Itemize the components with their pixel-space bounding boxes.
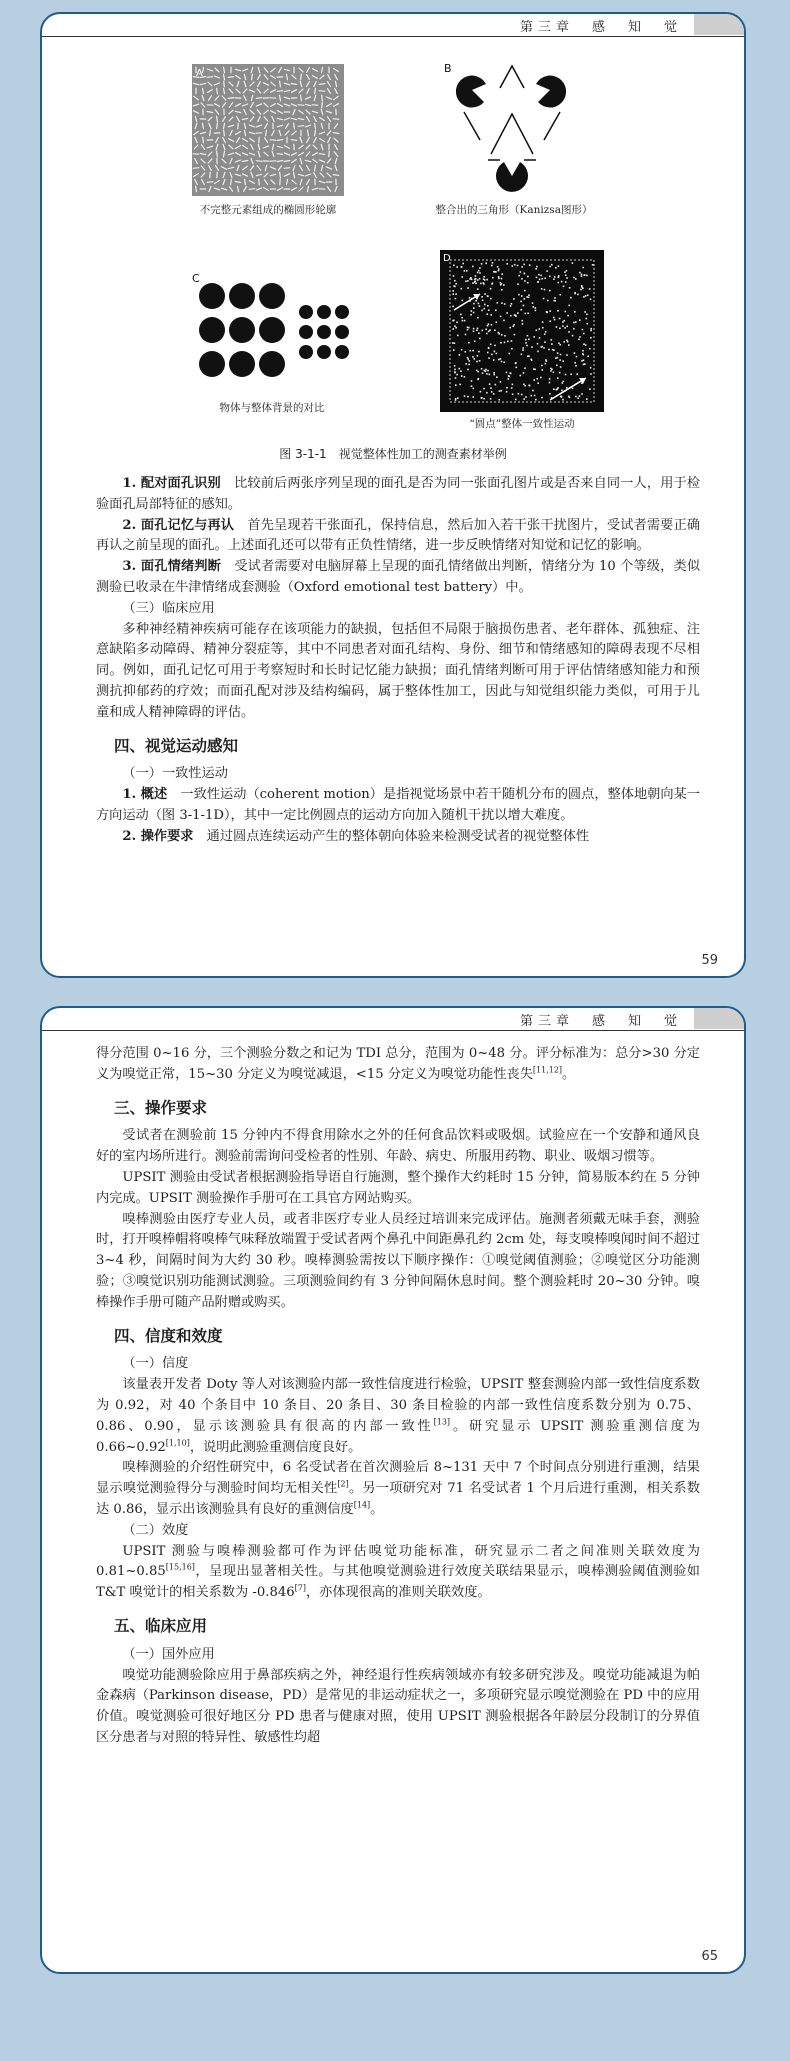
clinical-paragraph: 多种神经精神疾病可能存在该项能力的缺损，包括但不局限于脑损伤患者、老年群体、孤独症、注意缺陷多动障碍、精神分裂症等，其中不同患者对面孔结构、身份、细节和情绪感知的障碍表现不尽相同。例如，面孔记忆可用于考察短时和长时记忆能力缺损；面孔情绪判断可用于评估情绪感知能力和预测抗抑郁药的疗效；而面孔配对涉及结构编码，属于整体性加工，因此与知觉组织能力类似，可用于儿童和成人精神障碍的评估。 (96, 621, 700, 720)
item-label: 1. 配对面孔识别 (122, 476, 221, 491)
panel-a-caption: 不完整元素组成的椭圆形轮廓 (199, 204, 337, 216)
item-text: 首先呈现若干张面孔，保持信息，然后加入若干张干扰图片，受试者需要正确再认之前呈现的面孔。上述面孔还可以带有正负性情绪，进一步反映情绪对知觉和记忆的影响。 (96, 517, 701, 554)
item-text: 比较前后两张序列呈现的面孔是否为同一张面孔图片或是否来自同一人，用于检验面孔局部特征的感知。 (96, 476, 701, 512)
scoring-text: 得分范围 0~16 分，三个测验分数之和记为 TDI 总分，范围为 0~48 分。评分标准为：总分>30 分定义为嗅觉正常，15~30 分定义为嗅觉减退，<15 分定义为嗅觉功能性丧失 (96, 1046, 700, 1082)
operation-paragraph-3: 嗅棒测验由医疗专业人员，或者非医疗专业人员经过培训来完成评估。施测者须戴无味手套，测验时，打开嗅棒帽将嗅棒气味释放端置于受试者两个鼻孔中间距鼻孔约 2cm 处，每支嗅棒嗅闻时间不超过 3~4 秒，间隔时间为大约 30 秒。嗅棒测验需按以下顺序操作：①嗅觉阈值测验；②嗅觉区分功能测验；③嗅觉识别功能测试测验。三项测验间约有 3 分钟间隔休息时间。整个测验耗时 20~30 分钟。嗅棒操作手册可随产品附赠或购买。 (96, 1211, 700, 1310)
validity-paragraph (96, 1542, 700, 1604)
page1-body (96, 474, 700, 848)
punct: 。 (562, 1066, 576, 1082)
item-label: 2. 面孔记忆与再认 (122, 517, 235, 533)
text: 嗅棒测验的介绍性研究中，6 名受试者在首次测验后 8~131 天中 7 个时间点分别进行重测，结果显示嗅觉测验得分与测验时间均无相关性 (96, 1460, 700, 1497)
citation: [11,12] (532, 1065, 563, 1075)
text: 。 (370, 1501, 384, 1517)
book-page-65 (40, 1006, 746, 1974)
citation: [7] (294, 1583, 306, 1593)
panel-d-caption: “圆点”整体一致性运动 (469, 418, 575, 430)
text: 该量表开发者 Doty 等人对该测验内部一致性信度进行检验，UPSIT 整套测验内部一致性信度系数为 0.92，对 40 个条目中 10 条目、20 条目、30 条目检验的内部一致性信度系数分别为 0.75、0.86、0.90，显示该测验具有很高的内部一致性 (96, 1377, 700, 1434)
scoring-paragraph (96, 1044, 700, 1086)
clinical-heading: （三）临床应用 (122, 600, 215, 616)
face-emotion-paragraph (96, 557, 700, 599)
header-tab (694, 1008, 744, 1029)
text: UPSIT 测验与嗅棒测验都可作为评估嗅觉功能标准，研究显示二者之间准则关联效度为 0.81~0.85 (96, 1543, 700, 1580)
section3-heading: 三、操作要求 (114, 1098, 208, 1117)
page2-body (96, 1044, 700, 1749)
face-matching-paragraph (96, 474, 700, 516)
panel-c-circles-image (192, 272, 352, 390)
book-page-59 (40, 12, 746, 978)
operation-paragraph (96, 827, 700, 848)
citation: [15,16] (165, 1562, 195, 1572)
citation: [1,10] (165, 1438, 190, 1448)
overview-text: 一致性运动（coherent motion）是指视觉场景中若干随机分布的圆点，整体地朝向某一方向运动（图 3-1-1D），其中一定比例圆点的运动方向加入随机干扰以增大难度。 (96, 787, 700, 823)
text: 。研究显示 UPSIT 测验重测信度为 0.66~0.92 (96, 1418, 700, 1455)
panel-c-label: C (192, 272, 200, 285)
reliability-heading: （一）信度 (122, 1356, 189, 1372)
item-label: 3. 面孔情绪判断 (122, 559, 221, 575)
coherent-motion-heading: （一）一致性运动 (122, 766, 228, 782)
figure-number: 图 3-1-1 (279, 447, 327, 461)
section4-heading: 四、信度和效度 (114, 1326, 223, 1345)
panel-d-dots-image (440, 250, 604, 412)
figure-title: 视觉整体性加工的测查素材举例 (338, 447, 507, 461)
panel-c-caption: 物体与整体背景的对比 (219, 402, 325, 414)
section4-heading: 四、视觉运动感知 (114, 736, 239, 755)
panel-a-texture-image (192, 64, 344, 196)
reliability-paragraph-1 (96, 1375, 700, 1458)
abroad-paragraph: 嗅觉功能测验除应用于鼻部疾病之外，神经退行性疾病领域亦有较多研究涉及。嗅觉功能减退为帕金森病（Parkinson disease，PD）是常见的非运动症状之一，多项研究显示嗅觉测验在 PD 中的应用价值。嗅觉测验可很好地区分 PD 患者与健康对照，使用 UPSIT 测验根据各年龄层分段制订的分界值区分患者与对照的特异性、敏感性均超 (96, 1667, 700, 1745)
page-header (42, 14, 744, 37)
overview-paragraph (96, 785, 700, 827)
reliability-paragraph-2 (96, 1458, 700, 1520)
overview-label: 1. 概述 (122, 787, 168, 803)
text: 。另一项研究对 71 名受试者 1 个月后进行重测，相关系数达 0.86，显示出该测验具有良好的重测信度 (96, 1481, 701, 1517)
panel-d-label: D (443, 253, 451, 264)
text: ，亦体现很高的准则关联效度。 (305, 1585, 491, 1601)
item-text: 受试者需要对电脑屏幕上呈现的面孔情绪做出判断，情绪分为 10 个等级，类似测验已收录在牛津情绪成套测验（Oxford emotional test battery）中。 (96, 559, 701, 595)
citation: [13] (433, 1417, 451, 1427)
validity-heading: （二）效度 (122, 1522, 189, 1538)
text: ，说明此测验重测信度良好。 (189, 1439, 362, 1455)
citation: [14] (353, 1500, 371, 1510)
operation-paragraph-2: UPSIT 测验由受试者根据测验指导语自行施测，整个操作大约耗时 15 分钟，简易版本约在 5 分钟内完成。UPSIT 测验操作手册可在工具官方网站购买。 (96, 1169, 700, 1206)
figure-caption (42, 445, 744, 462)
section5-heading: 五、临床应用 (114, 1616, 208, 1635)
panel-a-label: A (196, 68, 203, 79)
page-header (42, 1008, 744, 1031)
panel-b-label: B (444, 62, 452, 75)
abroad-heading: （一）国外应用 (122, 1646, 215, 1662)
panel-b-caption: 整合出的三角形（Kanizsa图形） (435, 204, 593, 216)
operation-label: 2. 操作要求 (122, 828, 194, 844)
header-tab (694, 14, 744, 35)
chapter-title: 第三章 感 知 觉 (519, 1014, 682, 1029)
page-number: 59 (701, 953, 718, 968)
chapter-title: 第三章 感 知 觉 (519, 20, 682, 35)
page-number: 65 (701, 1949, 718, 1964)
citation: [2] (337, 1479, 349, 1489)
operation-text: 通过圆点连续运动产生的整体朝向体验来检测受试者的视觉整体性 (193, 828, 590, 844)
text: ，呈现出显著相关性。与其他嗅觉测验进行效度关联结果显示，嗅棒测验阈值测验如 T&T 嗅觉计的相关系数为 -0.846 (96, 1564, 700, 1601)
face-memory-paragraph (96, 516, 700, 558)
operation-paragraph-1: 受试者在测验前 15 分钟内不得食用除水之外的任何食品饮料或吸烟。试验应在一个安静和通风良好的室内场所进行。测验前需询问受检者的性别、年龄、病史、所服用药物、职业、吸烟习惯等。 (96, 1128, 700, 1165)
panel-b-kanizsa-image (442, 58, 582, 198)
figure-3-1-1 (42, 58, 744, 461)
